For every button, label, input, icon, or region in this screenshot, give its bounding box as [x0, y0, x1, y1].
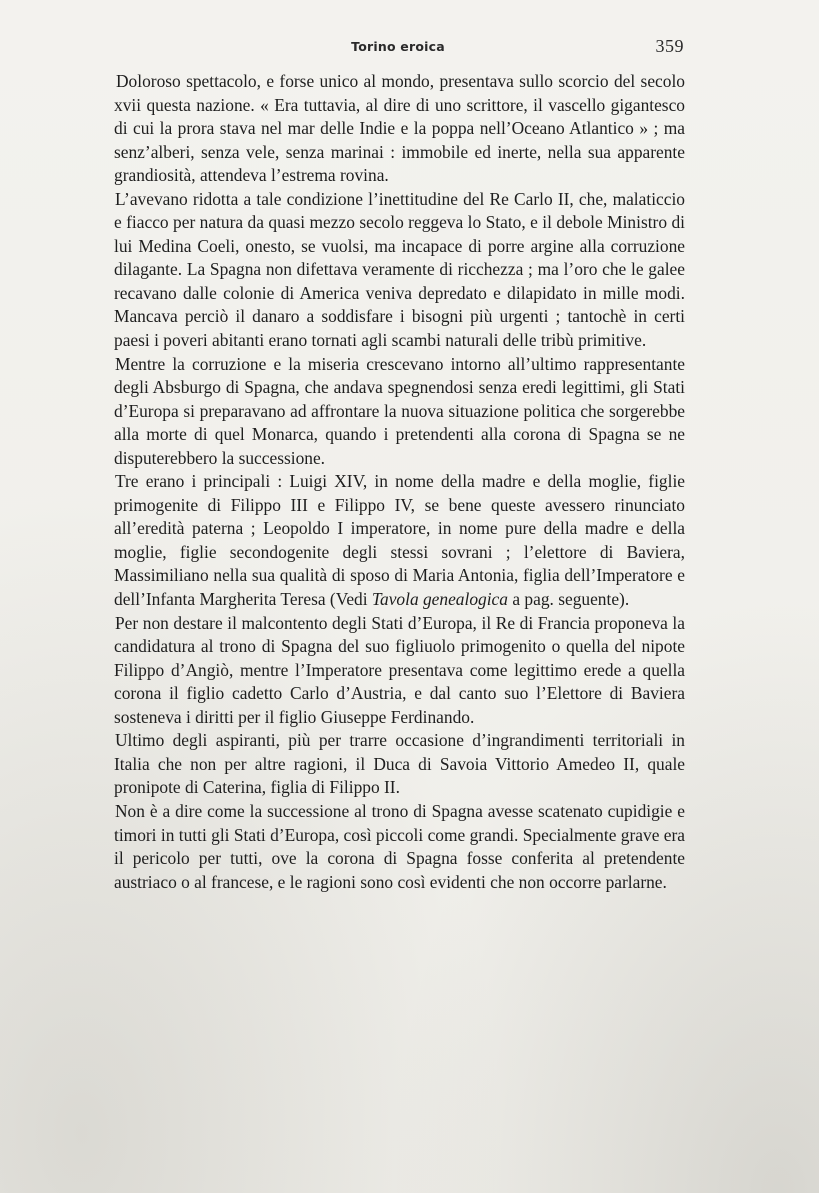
running-title: Torino eroica: [351, 39, 445, 54]
page-number: 359: [655, 36, 684, 56]
paragraph-text: Tre erano i principali : Luigi XIV, in nome della madre e della moglie, figlie primogenite di Filippo III e Filippo IV, se bene queste avessero rinunciato all’eredità paterna ; Leopoldo I imperatore, in nome pure della madre e della moglie, figlie secondogenite degli stessi sovrani ; l’elettore di Baviera, Massimiliano nella sua qualità di sposo di Maria Antonia, figlia dell’Imperatore e dell’Infanta Margherita Teresa (Vedi: [114, 471, 685, 610]
paragraph: Per non destare il malcontento degli Stati d’Europa, il Re di Francia proponeva la candidatura al trono di Spagna del suo figliuolo primogenito o quella del nipote Filippo d’Angiò, mentre l’Imperatore presentava come legittimo erede a quella corona il figlio cadetto Carlo d’Austria, e dal canto suo l’Elettore di Baviera sosteneva i diritti per il figlio Giuseppe Ferdinando.: [114, 612, 685, 727]
paragraph: Ultimo degli aspiranti, più per trarre occasione d’ingrandimenti territoriali in Italia che non per altre ragioni, il Duca di Savoia Vittorio Amedeo II, quale pronipote di Caterina, figlia di Filippo II.: [114, 730, 685, 798]
paragraph-text: a pag. seguente).: [507, 589, 630, 610]
paragraph: Doloroso spettacolo, e forse unico al mondo, presentava sullo scorcio del secolo xvii questa nazione. « Era tuttavia, al dire di uno scrittore, il vascello gigantesco di cui la prora stava nel mar delle Indie e la poppa nell’Oceano Atlantico » ; ma senz’alberi, senza vele, senza marinai : immobile ed inerte, nella sua apparente grandiosità, attendeva l’estrema rovina.: [114, 71, 685, 186]
paragraph: Mentre la corruzione e la miseria crescevano intorno all’ultimo rappresentante degli Absburgo di Spagna, che andava spegnendosi senza eredi legittimi, gli Stati d’Europa si preparavano ad affrontare la nuova situazione politica che sorgerebbe alla morte di quel Monarca, quando i pretendenti alla corona di Spagna se ne disputerebbero la successione.: [114, 353, 685, 468]
body-text: [114, 70, 685, 894]
italic-reference: Tavola genealogica: [371, 589, 508, 610]
paragraph: Non è a dire come la successione al trono di Spagna avesse scatenato cupidigie e timori in tutti gli Stati d’Europa, così piccoli come grandi. Specialmente grave era il pericolo per tutti, ove la corona di Spagna fosse conferita al pretendente austriaco o al francese, e le ragioni sono così evidenti che non occorre parlarne.: [114, 800, 685, 892]
running-head: [112, 36, 684, 58]
paragraph: [114, 470, 685, 611]
paragraph: L’avevano ridotta a tale condizione l’inettitudine del Re Carlo II, che, malaticcio e fiacco per natura da quasi mezzo secolo reggeva lo Stato, e il debole Ministro di lui Medina Coeli, onesto, se vuolsi, ma incapace di porre argine alla corruzione dilagante. La Spagna non difettava veramente di ricchezza ; ma l’oro che le galee recavano dalle colonie di America veniva depredato e dilapidato in mille modi. Mancava perciò il danaro a soddisfare i bisogni più urgenti ; tantochè in certi paesi i poveri abitanti erano tornati agli scambi naturali delle tribù primitive.: [114, 188, 685, 351]
